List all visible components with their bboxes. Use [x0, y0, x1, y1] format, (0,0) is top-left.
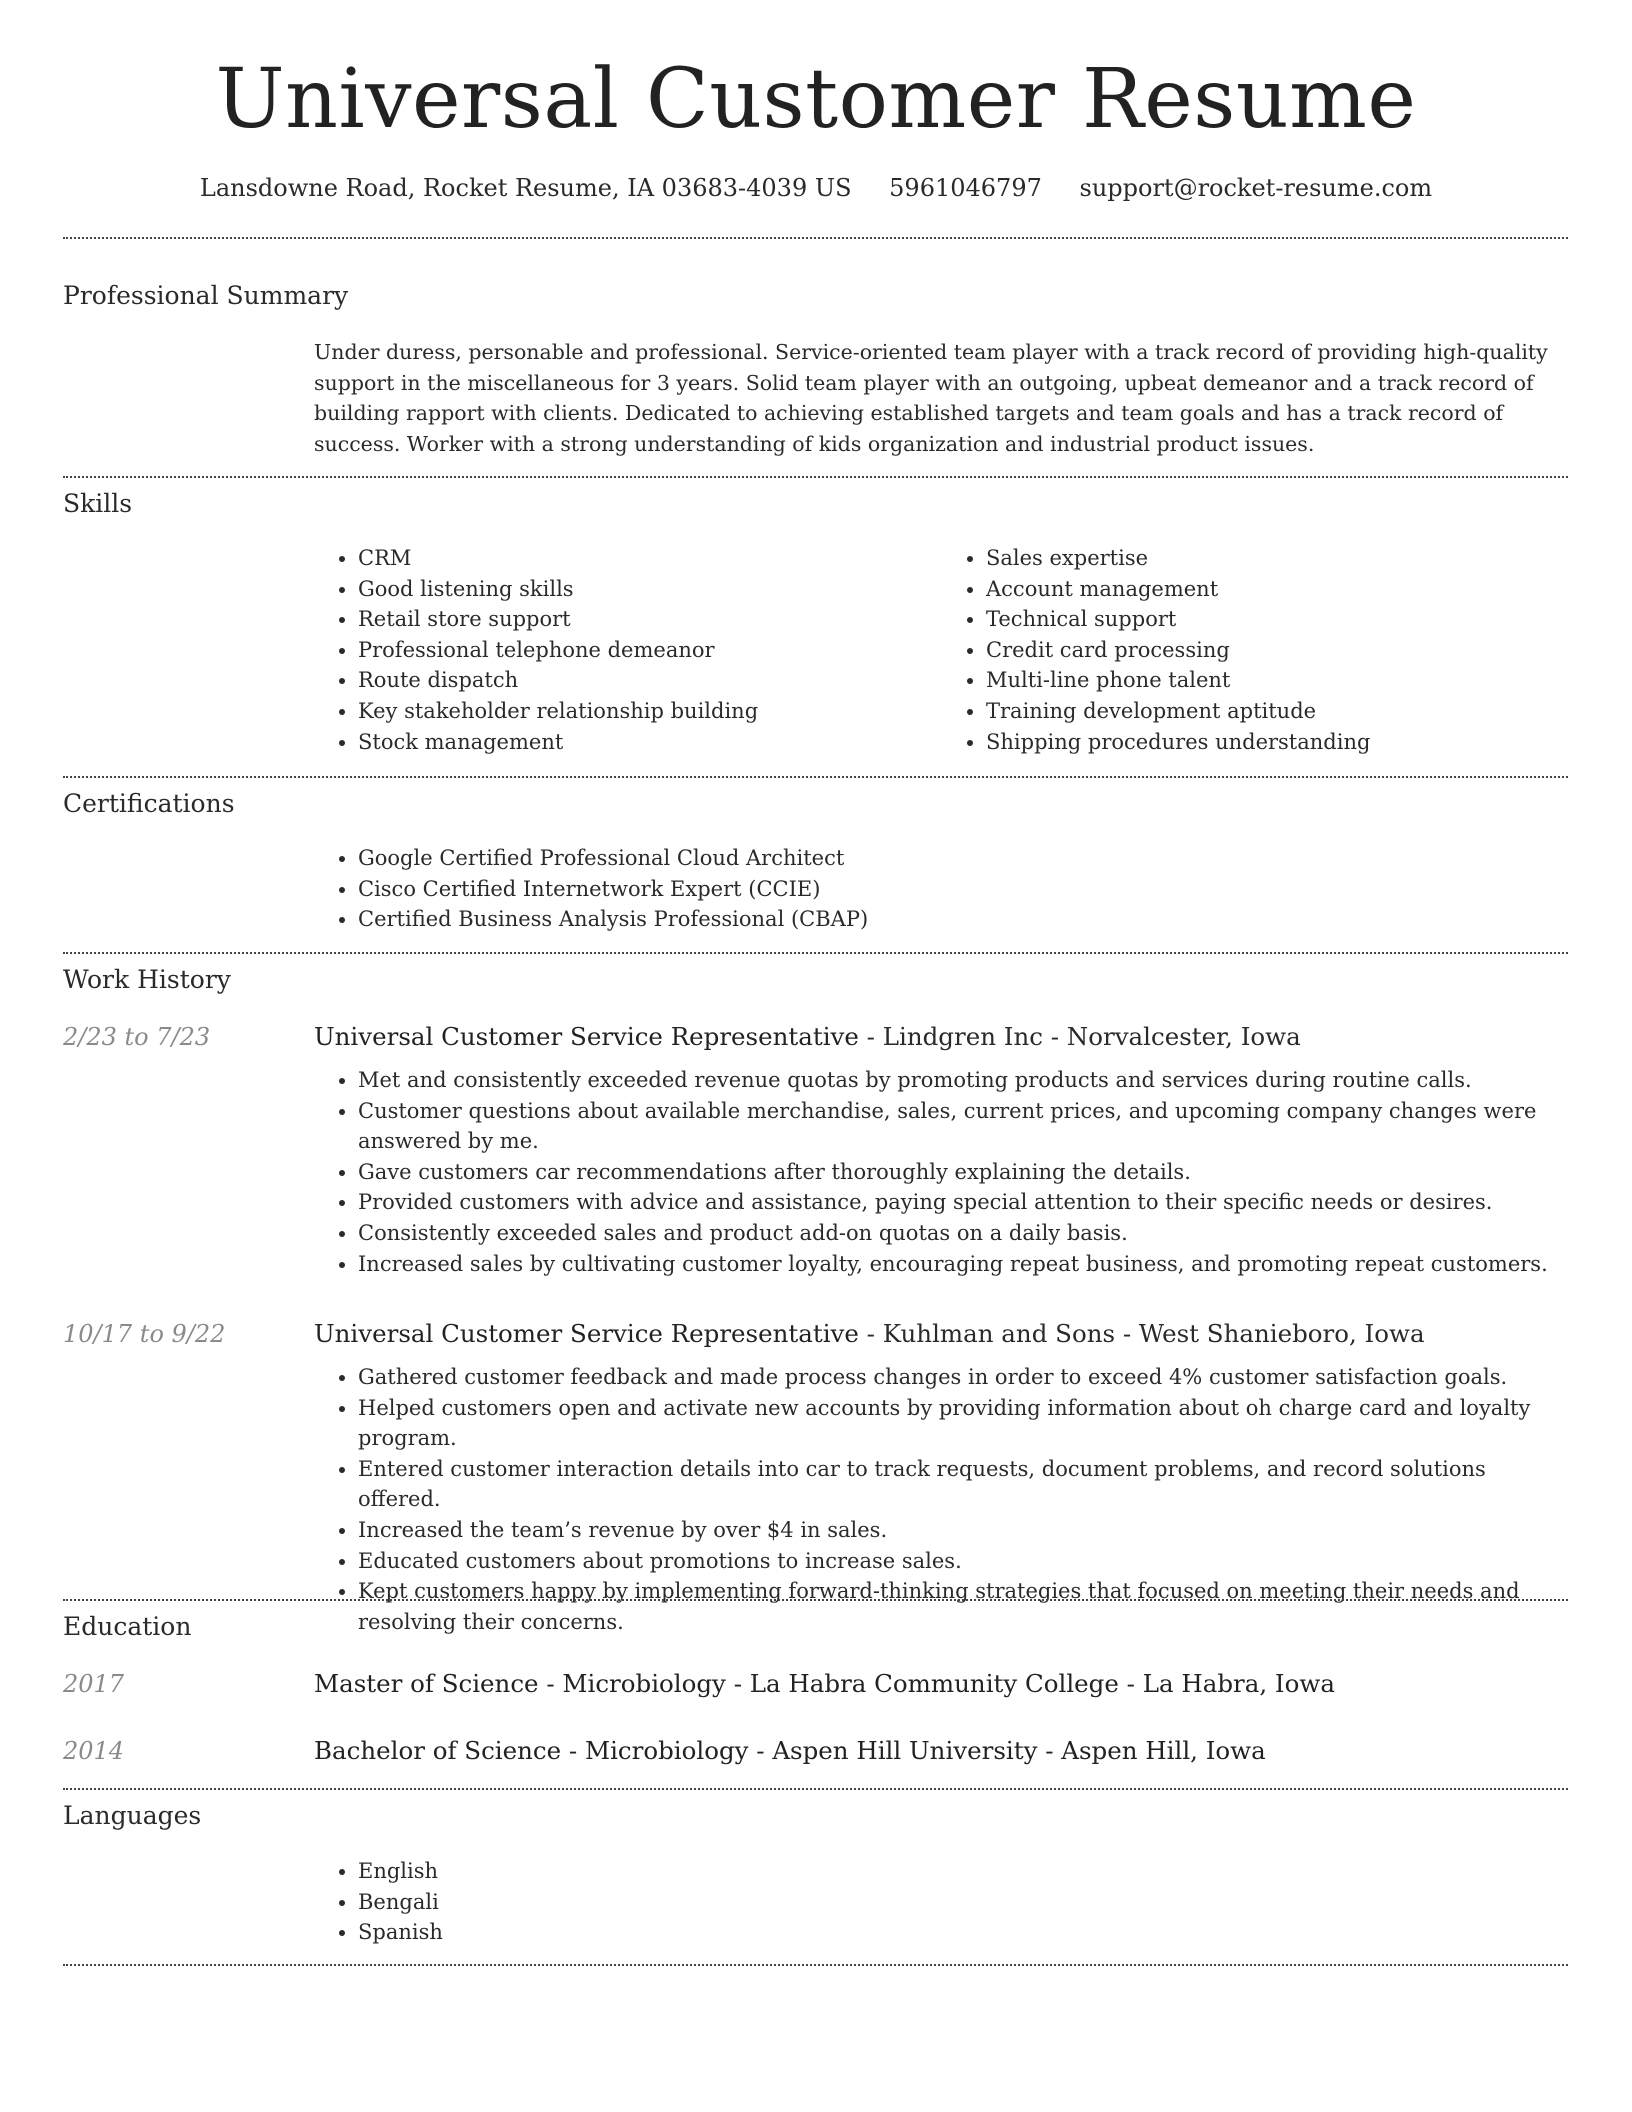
job-duties-list	[314, 1362, 1570, 1637]
job-duties-list	[314, 1065, 1570, 1279]
section-divider	[63, 476, 1568, 478]
skill-item: • Retail store support	[358, 604, 942, 635]
skills-column-left	[314, 543, 942, 757]
job-title	[314, 1021, 1570, 1053]
job-dates: 10/17 to 9/22	[63, 1320, 226, 1348]
job-title	[314, 1318, 1570, 1350]
education-school-location: - La Habra Community College - La Habra, Iowa	[725, 1669, 1335, 1698]
education-year: 2014	[63, 1737, 125, 1765]
education-degree: Master of Science - Microbiology	[314, 1669, 726, 1698]
job-duty: • Customer questions about available merchandise, sales, current prices, and upcoming company changes were answered by me.	[358, 1096, 1570, 1157]
languages-list	[314, 1856, 1570, 1948]
summary-body	[314, 337, 1570, 460]
skill-item: • CRM	[358, 543, 942, 574]
skill-item: • Shipping procedures understanding	[986, 727, 1570, 758]
section-divider	[63, 237, 1568, 239]
certification-item: • Certified Business Analysis Professional (CBAP)	[358, 904, 1570, 935]
education-section-title: Education	[63, 1612, 192, 1641]
job-duty: • Consistently exceeded sales and product add-on quotas on a daily basis.	[358, 1218, 1570, 1249]
section-divider	[63, 776, 1568, 778]
job-role: Universal Customer Service Representative	[314, 1022, 859, 1051]
section-divider	[63, 1788, 1568, 1790]
skills-list	[314, 543, 1570, 757]
job-duty: • Gathered customer feedback and made process changes in order to exceed 4% customer satisfaction goals.	[358, 1362, 1570, 1393]
language-item: • English	[358, 1856, 1570, 1887]
job-dates: 2/23 to 7/23	[63, 1023, 211, 1051]
skill-item: • Route dispatch	[358, 665, 942, 696]
job-duty: • Helped customers open and activate new accounts by providing information about oh charge card and loyalty program.	[358, 1393, 1570, 1454]
skill-item: • Sales expertise	[986, 543, 1570, 574]
skill-item: • Key stakeholder relationship building	[358, 696, 942, 727]
resume-name: Universal Customer Resume	[215, 52, 1417, 147]
education-year: 2017	[63, 1670, 125, 1698]
skill-item: • Account management	[986, 574, 1570, 605]
job-duty: • Gave customers car recommendations after thoroughly explaining the details.	[358, 1157, 1570, 1188]
certifications-body	[314, 843, 1570, 935]
skills-section-title: Skills	[63, 489, 133, 518]
skill-item: • Professional telephone demeanor	[358, 635, 942, 666]
languages-body	[314, 1856, 1570, 1948]
skill-item: • Credit card processing	[986, 635, 1570, 666]
job-duty: • Provided customers with advice and assistance, paying special attention to their specific needs or desires.	[358, 1187, 1570, 1218]
certification-item: • Google Certified Professional Cloud Architect	[358, 843, 1570, 874]
language-item: • Spanish	[358, 1917, 1570, 1948]
job-company-location: - Kuhlman and Sons - West Shanieboro, Iowa	[858, 1319, 1425, 1348]
work-history-section-title: Work History	[63, 965, 231, 994]
job-duty: • Kept customers happy by implementing forward-thinking strategies that focused on meeting their needs and resolving their concerns.	[358, 1576, 1570, 1637]
section-divider	[63, 1599, 1568, 1601]
skill-item: • Multi-line phone talent	[986, 665, 1570, 696]
contact-line	[0, 170, 1632, 206]
skills-column-right	[942, 543, 1570, 757]
job-role: Universal Customer Service Representative	[314, 1319, 859, 1348]
job-entry	[314, 1021, 1570, 1279]
job-duty: • Educated customers about promotions to increase sales.	[358, 1546, 1570, 1577]
summary-text: Under duress, personable and professional. Service-oriented team player with a track record of providing high-quality support in the miscellaneous for 3 years. Solid team player with an outgoing, upbeat demeanor and a track record of building rapport with clients. Dedicated to achieving established targets and team goals and has a track record of success. Worker with a strong understanding of kids organization and industrial product issues.	[314, 340, 1548, 457]
skill-item: • Technical support	[986, 604, 1570, 635]
job-entry	[314, 1318, 1570, 1637]
contact-email: support@rocket-resume.com	[1079, 174, 1433, 202]
job-company-location: - Lindgren Inc - Norvalcester, Iowa	[858, 1022, 1301, 1051]
section-divider	[63, 952, 1568, 954]
skill-item: • Training development aptitude	[986, 696, 1570, 727]
certifications-list	[314, 843, 1570, 935]
job-duty: • Entered customer interaction details into car to track requests, document problems, and record solutions offered.	[358, 1454, 1570, 1515]
certification-item: • Cisco Certified Internetwork Expert (CCIE)	[358, 874, 1570, 905]
certifications-section-title: Certifications	[63, 789, 235, 818]
language-item: • Bengali	[358, 1887, 1570, 1918]
job-duty: • Increased sales by cultivating customer loyalty, encouraging repeat business, and promoting repeat customers.	[358, 1249, 1570, 1280]
education-degree: Bachelor of Science - Microbiology	[314, 1736, 749, 1765]
section-divider	[63, 1964, 1568, 1966]
job-duty: • Increased the team’s revenue by over $4 in sales.	[358, 1515, 1570, 1546]
summary-section-title: Professional Summary	[63, 281, 349, 310]
contact-address: Lansdowne Road, Rocket Resume, IA 03683-4039 US	[199, 174, 852, 202]
skill-item: • Good listening skills	[358, 574, 942, 605]
job-duty: • Met and consistently exceeded revenue quotas by promoting products and services during routine calls.	[358, 1065, 1570, 1096]
languages-section-title: Languages	[63, 1801, 202, 1830]
contact-phone: 5961046797	[889, 174, 1042, 202]
skill-item: • Stock management	[358, 727, 942, 758]
education-entry	[314, 1668, 1335, 1700]
education-school-location: - Aspen Hill University - Aspen Hill, Iowa	[748, 1736, 1266, 1765]
education-entry	[314, 1735, 1266, 1767]
